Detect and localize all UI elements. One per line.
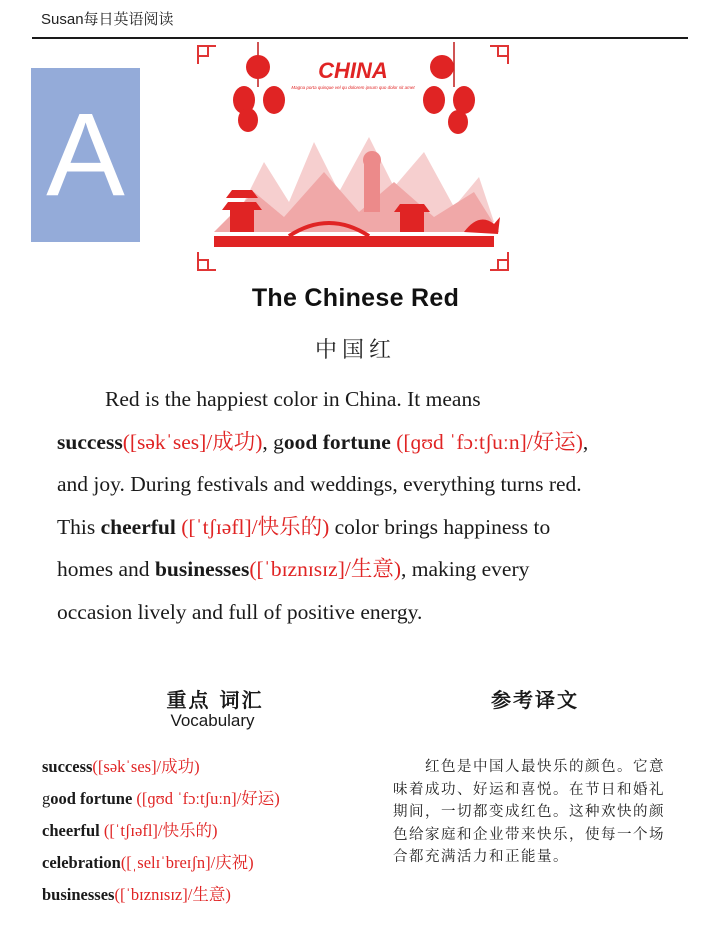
translation-text: 红色是中国人最快乐的颜色。它意味着成功、好运和喜悦。在节日和婚礼期间，一切都变成红色。这种欢快的颜色给家庭和企业带来快乐，使每一个场合都充满活力和正能量。 xyxy=(393,759,665,865)
phonetic-gloss: ([ˈbɪznɪsɪz]/生意) xyxy=(114,885,231,904)
vocab-item xyxy=(42,786,280,818)
passage-text: color brings happiness to xyxy=(329,514,551,539)
passage-text: , xyxy=(582,429,589,454)
vocab-prefix: g xyxy=(42,789,51,808)
vocab-item xyxy=(42,882,280,914)
passage-text: This xyxy=(57,514,101,539)
passage-text: and joy. During festivals and weddings, everything turns red. xyxy=(57,472,582,496)
phonetic-gloss: ([ˈtʃɪəfl]/快乐的) xyxy=(99,821,218,840)
vocab-word: success xyxy=(57,429,123,454)
vocab-word: cheerful xyxy=(100,514,176,539)
article-subtitle-zh: 中国红 xyxy=(314,338,396,363)
banner-tagline: Magna porta quisque vel qu dolorem ipsum quo dolor sit amet xyxy=(291,85,415,90)
vocab-item xyxy=(42,818,280,850)
passage-text: occasion lively and full of positive energy. xyxy=(57,599,423,624)
vocab-word: businesses xyxy=(154,557,250,581)
vocabulary-list xyxy=(42,754,280,914)
vocab-word: ood fortune xyxy=(50,789,133,808)
phonetic-gloss: ([ˌselɪˈbreɪʃn]/庆祝) xyxy=(120,853,254,872)
passage-text: , making every xyxy=(401,557,530,581)
vocab-word: businesses xyxy=(42,885,115,904)
passage-text: , g xyxy=(262,429,284,454)
vocab-word: celebration xyxy=(42,853,121,872)
passage-line xyxy=(57,421,677,464)
vocab-item xyxy=(42,850,280,882)
article-title: The Chinese Red xyxy=(251,284,460,312)
section-letter: A xyxy=(46,89,125,221)
vocabulary-heading-zh: 重点 词汇 xyxy=(166,688,264,712)
passage-line xyxy=(57,463,677,506)
passage-line xyxy=(57,591,677,634)
header-divider xyxy=(32,37,688,39)
china-banner-illustration xyxy=(194,42,512,274)
vocab-word: cheerful xyxy=(42,821,100,840)
section-letter-badge xyxy=(31,68,140,242)
passage-text: Red is the happiest color in China. It means xyxy=(105,387,481,411)
passage-text: homes and xyxy=(57,557,155,581)
phonetic-gloss: ([ˈtʃɪəfl]/快乐的) xyxy=(175,514,330,539)
banner-word: CHINA xyxy=(318,58,388,83)
phonetic-gloss: ([ɡʊd ˈfɔːtʃuːn]/好运) xyxy=(390,429,583,454)
phonetic-gloss: ([səkˈses]/成功) xyxy=(92,757,200,776)
translation-heading: 参考译文 xyxy=(491,688,579,712)
reading-passage xyxy=(57,378,677,633)
vocab-word: success xyxy=(42,757,93,776)
passage-line xyxy=(57,378,677,421)
phonetic-gloss: ([səkˈses]/成功) xyxy=(122,429,263,454)
phonetic-gloss: ([ɡʊd ˈfɔːtʃuːn]/好运) xyxy=(132,789,280,808)
phonetic-gloss: ([ˈbɪznɪsɪz]/生意) xyxy=(249,557,401,581)
page-header: Susan每日英语阅读 xyxy=(41,11,174,28)
passage-line xyxy=(57,506,677,549)
vocab-word: ood fortune xyxy=(283,429,391,454)
vocab-item xyxy=(42,754,280,786)
vocabulary-heading-en: Vocabulary xyxy=(170,711,255,730)
passage-line xyxy=(57,548,677,591)
